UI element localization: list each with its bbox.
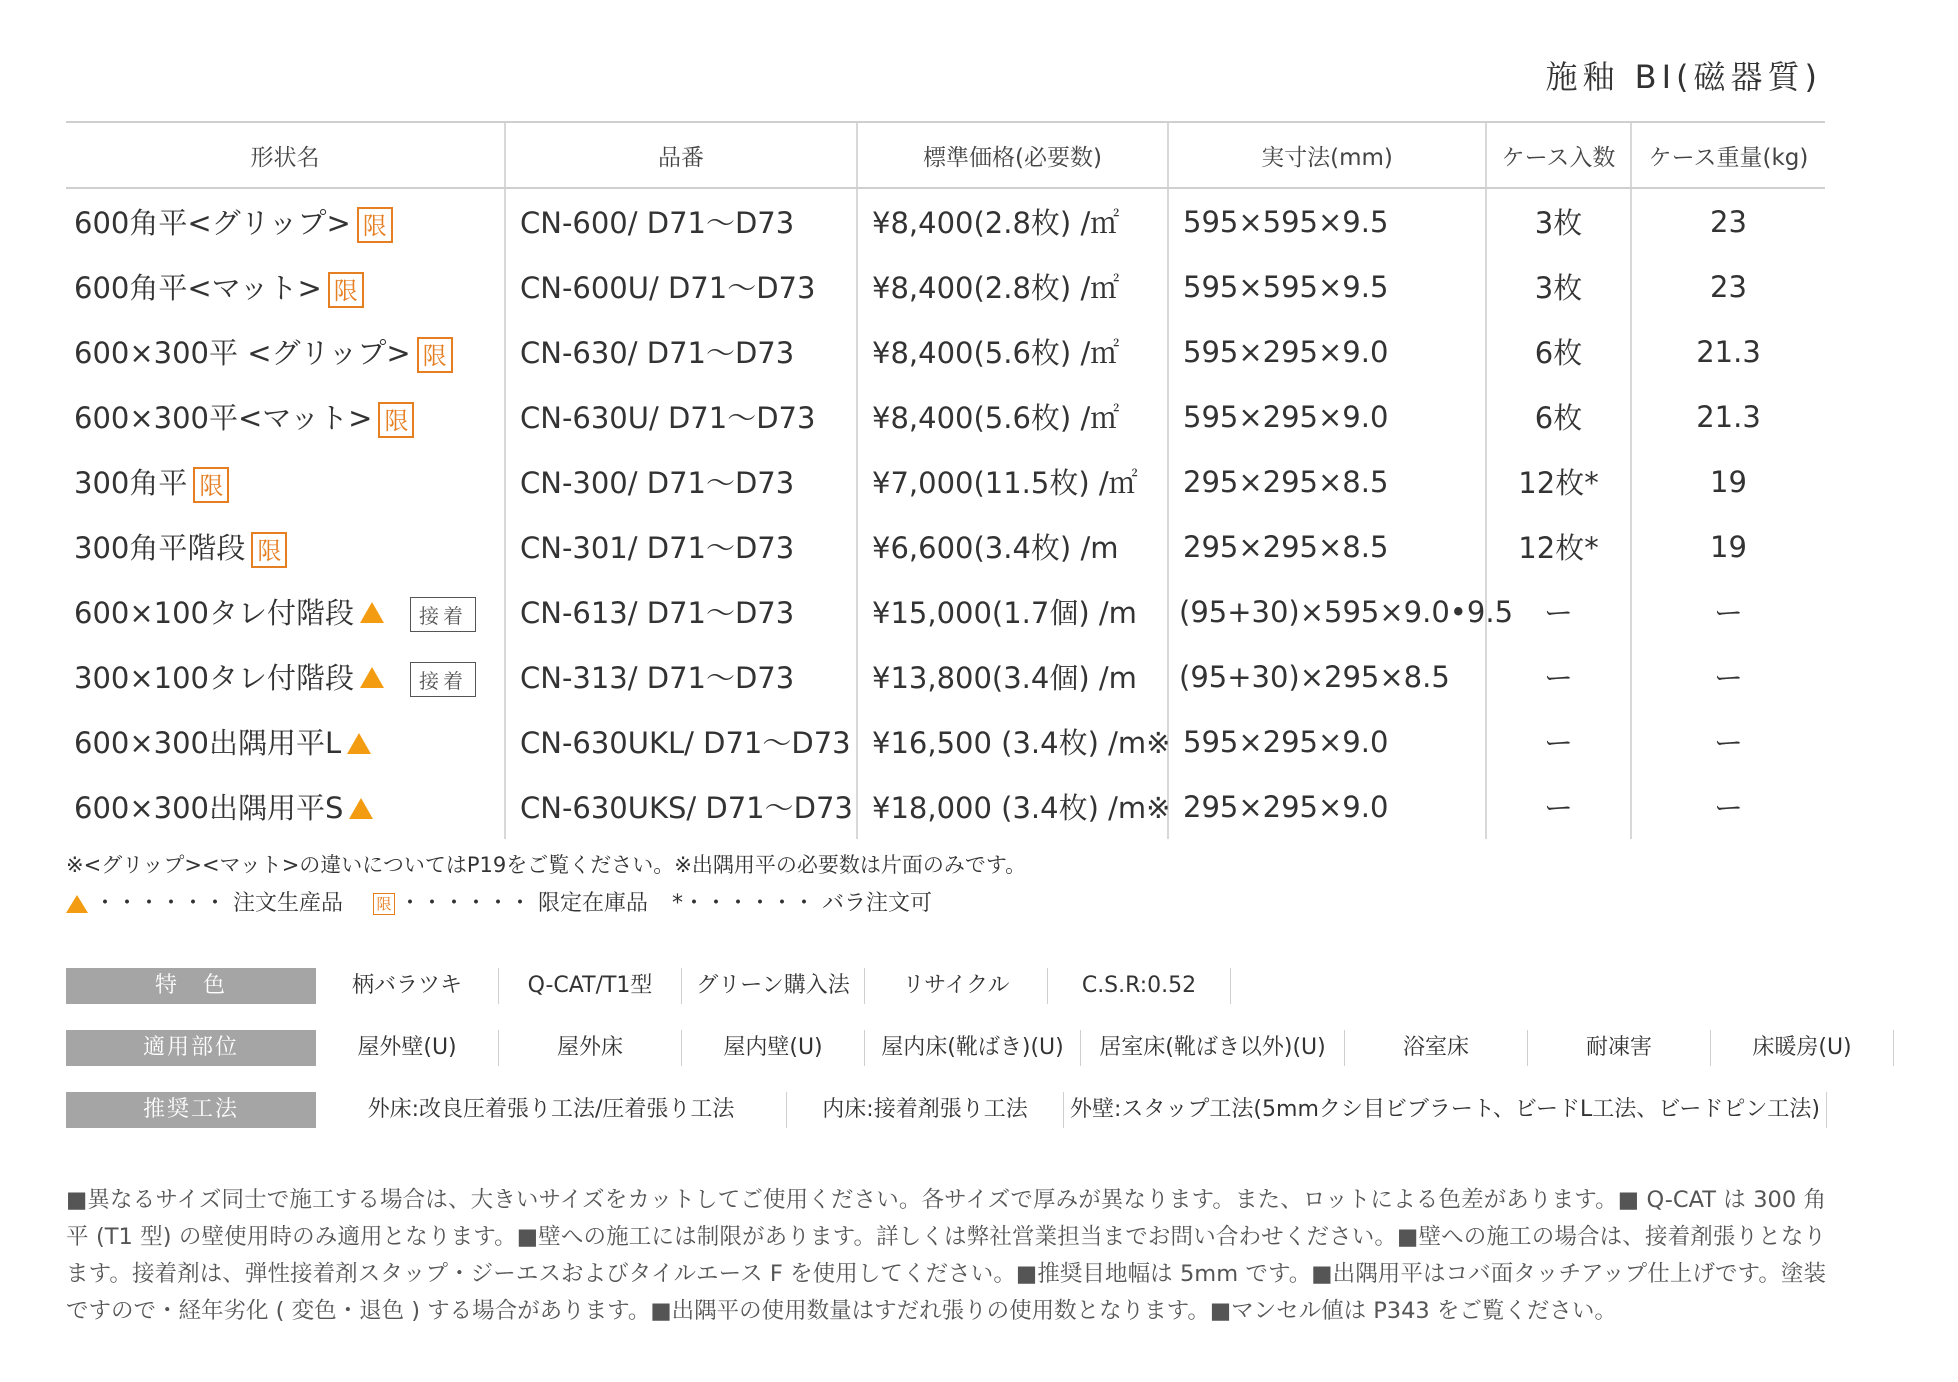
price: ¥15,000(1.7個) /m [857, 579, 1168, 644]
product-code: CN-630U/ D71〜D73 [505, 384, 857, 449]
table-row [66, 254, 1825, 319]
legend [66, 886, 932, 917]
spec-table [66, 121, 1825, 839]
shape-name: 300×100タレ付階段 [74, 660, 355, 695]
application-item: 居室床(靴ばき以外)(U) [1081, 1030, 1345, 1066]
application-item: 浴室床 [1345, 1030, 1528, 1066]
table-row [66, 709, 1825, 774]
case-quantity: 12枚* [1486, 514, 1631, 579]
shape-name-cell [66, 319, 505, 384]
header-case-quantity: ケース入数 [1486, 122, 1631, 188]
shape-name: 600×100タレ付階段 [74, 595, 355, 630]
limited-stock-badge: 限 [417, 337, 453, 373]
methods-label: 推奨工法 [66, 1092, 316, 1128]
method-item: 外壁:スタップ工法(5mmクシ目ビブラート、ビードL工法、ビードピン工法) [1064, 1092, 1827, 1128]
shape-name-cell [66, 254, 505, 319]
shape-name-cell [66, 774, 505, 839]
size: 295×295×8.5 [1168, 449, 1486, 514]
made-to-order-triangle-icon [360, 667, 384, 688]
case-weight: ー [1631, 579, 1825, 644]
methods-row [66, 1092, 1946, 1128]
product-code: CN-613/ D71〜D73 [505, 579, 857, 644]
feature-item: 柄バラツキ [316, 968, 499, 1004]
legend-limited-text: ・・・・・・ 限定在庫品 [399, 891, 648, 916]
price: ¥16,500 (3.4枚) /m※ [857, 709, 1168, 774]
shape-name-cell [66, 449, 505, 514]
table-row [66, 449, 1825, 514]
product-code: CN-600/ D71〜D73 [505, 188, 857, 254]
size: 295×295×9.0 [1168, 774, 1486, 839]
price: ¥13,800(3.4個) /m [857, 644, 1168, 709]
table-header-row [66, 122, 1825, 188]
size: (95+30)×295×8.5 [1168, 644, 1486, 709]
table-row [66, 514, 1825, 579]
limited-stock-badge: 限 [251, 532, 287, 568]
header-actual-size: 実寸法(mm) [1168, 122, 1486, 188]
application-item: 屋外壁(U) [316, 1030, 499, 1066]
shape-name: 600角平<マット> [74, 270, 322, 305]
price: ¥8,400(2.8枚) /㎡ [857, 188, 1168, 254]
shape-name: 600角平<グリップ> [74, 205, 351, 240]
case-weight: ー [1631, 644, 1825, 709]
limited-stock-badge: 限 [373, 893, 395, 915]
limited-stock-badge: 限 [357, 207, 393, 243]
size: 595×595×9.5 [1168, 188, 1486, 254]
size: 595×595×9.5 [1168, 254, 1486, 319]
case-quantity: 6枚 [1486, 319, 1631, 384]
feature-item: Q-CAT/T1型 [499, 968, 682, 1004]
case-quantity: ー [1486, 774, 1631, 839]
table-row [66, 579, 1825, 644]
method-item: 外床:改良圧着張り工法/圧着張り工法 [316, 1092, 787, 1128]
table-row [66, 644, 1825, 709]
application-item: 床暖房(U) [1711, 1030, 1894, 1066]
case-quantity: 3枚 [1486, 254, 1631, 319]
shape-name: 600×300平<マット> [74, 400, 373, 435]
case-quantity: 12枚* [1486, 449, 1631, 514]
limited-stock-badge: 限 [378, 402, 414, 438]
header-case-weight: ケース重量(kg) [1631, 122, 1825, 188]
applications-label: 適用部位 [66, 1030, 316, 1066]
product-code: CN-600U/ D71〜D73 [505, 254, 857, 319]
made-to-order-triangle-icon [347, 733, 371, 754]
shape-name: 300角平 [74, 465, 188, 500]
case-weight: ー [1631, 709, 1825, 774]
case-quantity: ー [1486, 644, 1631, 709]
adhesive-badge: 接着 [410, 597, 476, 632]
feature-item: リサイクル [865, 968, 1048, 1004]
table-row [66, 319, 1825, 384]
legend-star-text: ・・・・・・ バラ注文可 [683, 891, 932, 916]
feature-item: グリーン購入法 [682, 968, 865, 1004]
size: 595×295×9.0 [1168, 319, 1486, 384]
product-code: CN-300/ D71〜D73 [505, 449, 857, 514]
case-weight: 19 [1631, 449, 1825, 514]
features-row [66, 968, 1946, 1004]
product-code: CN-301/ D71〜D73 [505, 514, 857, 579]
application-item: 屋内壁(U) [682, 1030, 865, 1066]
product-code: CN-630UKL/ D71〜D73 [505, 709, 857, 774]
table-footnote: ※<グリップ><マット>の違いについてはP19をご覧ください。※出隅用平の必要数は片面のみです。 [66, 853, 1027, 877]
price: ¥6,600(3.4枚) /m [857, 514, 1168, 579]
page-title: 施釉 BI(磁器質) [1545, 58, 1822, 96]
product-code: CN-313/ D71〜D73 [505, 644, 857, 709]
table-row [66, 384, 1825, 449]
price: ¥8,400(5.6枚) /㎡ [857, 319, 1168, 384]
case-weight: 23 [1631, 188, 1825, 254]
size: 295×295×8.5 [1168, 514, 1486, 579]
shape-name: 600×300出隅用平S [74, 791, 344, 825]
applications-row [66, 1030, 1946, 1066]
product-code: CN-630/ D71〜D73 [505, 319, 857, 384]
feature-item: C.S.R:0.52 [1048, 968, 1231, 1004]
shape-name-cell [66, 188, 505, 254]
case-weight: 19 [1631, 514, 1825, 579]
table-row [66, 188, 1825, 254]
price: ¥7,000(11.5枚) /㎡ [857, 449, 1168, 514]
legend-order-text: ・・・・・・ 注文生産品 [94, 891, 343, 916]
limited-stock-badge: 限 [328, 272, 364, 308]
application-item: 屋外床 [499, 1030, 682, 1066]
size: 595×295×9.0 [1168, 709, 1486, 774]
application-item: 耐凍害 [1528, 1030, 1711, 1066]
case-weight: ー [1631, 774, 1825, 839]
shape-name-cell [66, 644, 505, 709]
table-row [66, 774, 1825, 839]
price: ¥8,400(2.8枚) /㎡ [857, 254, 1168, 319]
price: ¥8,400(5.6枚) /㎡ [857, 384, 1168, 449]
case-weight: 23 [1631, 254, 1825, 319]
made-to-order-triangle-icon [360, 602, 384, 623]
shape-name-cell [66, 384, 505, 449]
case-quantity: ー [1486, 579, 1631, 644]
shape-name: 300角平階段 [74, 530, 246, 565]
size: (95+30)×595×9.0•9.5 [1168, 579, 1486, 644]
size: 595×295×9.0 [1168, 384, 1486, 449]
method-item: 内床:接着剤張り工法 [787, 1092, 1064, 1128]
shape-name-cell [66, 579, 505, 644]
case-quantity: 6枚 [1486, 384, 1631, 449]
header-shape-name: 形状名 [66, 122, 505, 188]
shape-name: 600×300平 <グリップ> [74, 335, 411, 370]
made-to-order-triangle-icon [66, 895, 88, 913]
features-label: 特 色 [66, 968, 316, 1004]
asterisk-mark: * [672, 891, 683, 916]
notes-paragraph: ■異なるサイズ同士で施工する場合は、大きいサイズをカットしてご使用ください。各サイズで厚みが異なります。また、ロットによる色差があります。■ Q-CAT は 300 角平 (T1 型) の壁使用時のみ適用となります。■壁への施工には制限があります。詳しくは弊社営業担当までお問い合わせください。■壁への施工の場合は、接着剤張りとなります。接着剤は、弾性接着剤スタップ・ジーエスおよびタイルエース F を使用してください。■推奨目地幅は 5mm です。■出隅用平はコバ面タッチアップ仕上げです。塗装ですので・経年劣化 ( 変色・退色 ) する場合があります。■出隅平の使用数量はすだれ張りの使用数となります。■マンセル値は P343 をご覧ください。 [66, 1187, 1826, 1324]
case-quantity: ー [1486, 709, 1631, 774]
shape-name-cell [66, 709, 505, 774]
shape-name: 600×300出隅用平L [74, 726, 342, 760]
case-weight: 21.3 [1631, 319, 1825, 384]
header-standard-price: 標準価格(必要数) [857, 122, 1168, 188]
shape-name-cell [66, 514, 505, 579]
header-product-code: 品番 [505, 122, 857, 188]
limited-stock-badge: 限 [193, 467, 229, 503]
case-quantity: 3枚 [1486, 188, 1631, 254]
made-to-order-triangle-icon [349, 798, 373, 819]
price: ¥18,000 (3.4枚) /m※ [857, 774, 1168, 839]
product-code: CN-630UKS/ D71〜D73 [505, 774, 857, 839]
case-weight: 21.3 [1631, 384, 1825, 449]
adhesive-badge: 接着 [410, 662, 476, 697]
application-item: 屋内床(靴ばき)(U) [865, 1030, 1081, 1066]
